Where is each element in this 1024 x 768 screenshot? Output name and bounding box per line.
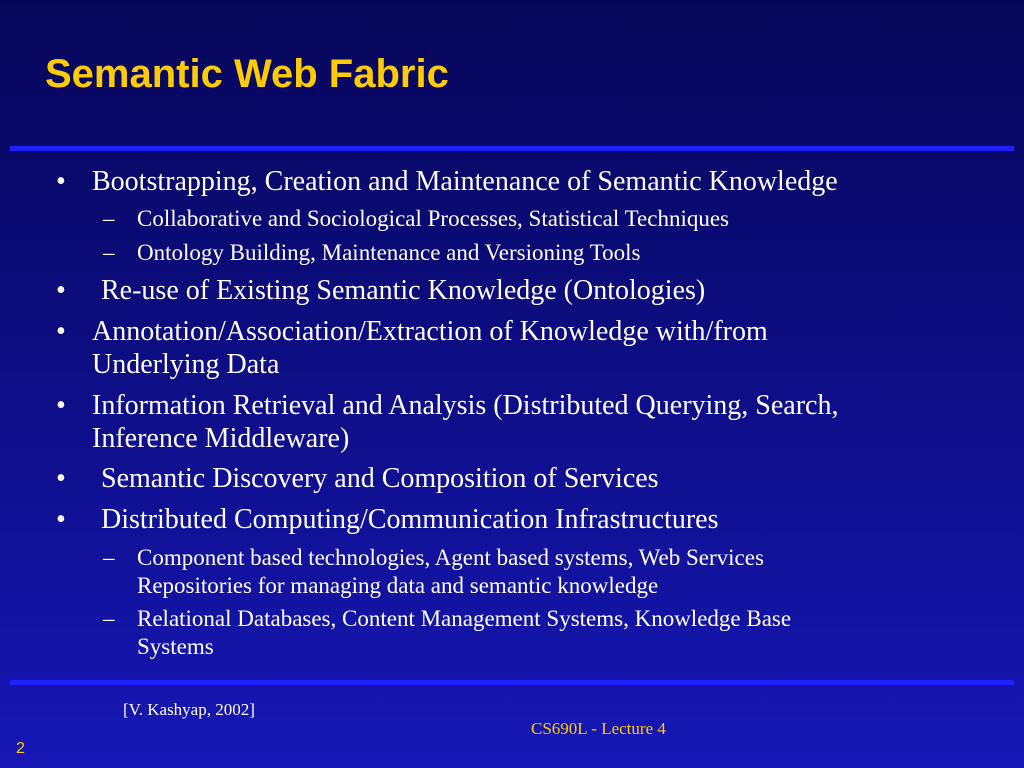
bullet-text: Bootstrapping, Creation and Maintenance of Semantic Knowledge bbox=[92, 166, 838, 197]
bullet-marker: • bbox=[56, 390, 66, 421]
bullet-marker: • bbox=[56, 463, 66, 494]
bullet-text: Semantic Discovery and Composition of Services bbox=[101, 463, 659, 494]
bullet-text-continuation: Inference Middleware) bbox=[92, 423, 350, 454]
sub-bullet-text: Component based technologies, Agent based systems, Web Services bbox=[137, 545, 764, 570]
sub-bullet-text: Collaborative and Sociological Processes, Statistical Techniques bbox=[137, 206, 730, 231]
sub-bullet-marker: – bbox=[103, 545, 115, 570]
citation: [V. Kashyap, 2002] bbox=[123, 700, 255, 719]
bullet-text: Re-use of Existing Semantic Knowledge (Ontologies) bbox=[101, 275, 706, 306]
sub-bullet-text-continuation: Repositories for managing data and semantic knowledge bbox=[137, 573, 659, 598]
bullet-text: Distributed Computing/Communication Infrastructures bbox=[101, 504, 719, 535]
bullet-marker: • bbox=[56, 166, 66, 197]
bullet-text: Annotation/Association/Extraction of Knowledge with/from bbox=[92, 316, 768, 347]
sub-bullet-text-continuation: Systems bbox=[137, 634, 214, 659]
sub-bullet-text: Ontology Building, Maintenance and Versioning Tools bbox=[137, 240, 641, 265]
bullet-marker: • bbox=[56, 316, 66, 347]
slide-title: Semantic Web Fabric bbox=[45, 52, 449, 96]
sub-bullet-text: Relational Databases, Content Management Systems, Knowledge Base bbox=[137, 606, 792, 631]
sub-bullet-marker: – bbox=[103, 606, 115, 631]
bullet-marker: • bbox=[56, 504, 66, 535]
bullet-marker: • bbox=[56, 275, 66, 306]
title-divider bbox=[10, 146, 1014, 151]
footer-course-label: CS690L - Lecture 4 bbox=[531, 719, 666, 738]
sub-bullet-marker: – bbox=[103, 206, 115, 231]
footer-divider bbox=[10, 680, 1014, 685]
bullet-text: Information Retrieval and Analysis (Distributed Querying, Search, bbox=[92, 390, 839, 421]
bullet-text-continuation: Underlying Data bbox=[92, 349, 280, 380]
sub-bullet-marker: – bbox=[103, 240, 115, 265]
slide-number: 2 bbox=[16, 740, 25, 757]
